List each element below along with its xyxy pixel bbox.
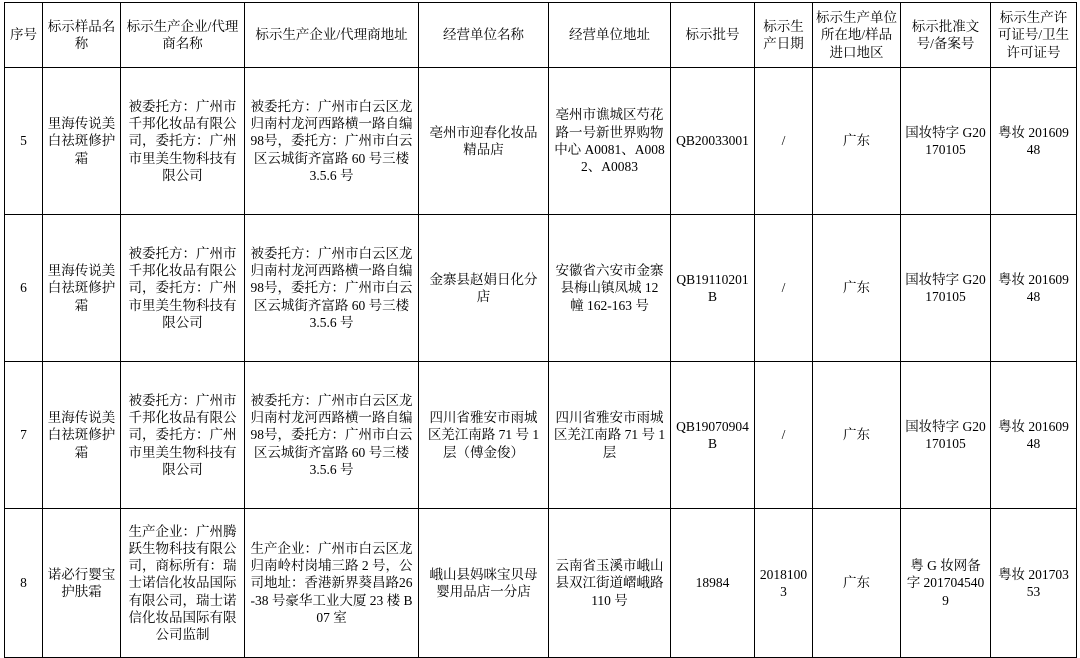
cell-producer-address: 被委托方：广州市白云区龙归南村龙河西路横一路自编98号，委托方：广州市白云区云城街齐富路 60 号三楼 3.5.6 号 <box>245 68 419 215</box>
cell-producer-name: 被委托方：广州市千邦化妆品有限公司，委托方：广州市里美生物科技有限公司 <box>121 68 245 215</box>
cell-producer-name: 生产企业：广州腾跃生物科技有限公司，商标所有：瑞士诺信化妆品国际有限公司，瑞士诺信化妆品国际有限公司监制 <box>121 509 245 658</box>
column-header-sample-name: 标示样品名称 <box>43 3 121 68</box>
cell-approval-no: 国妆特字 G20170105 <box>901 362 991 509</box>
cell-dealer-name: 峨山县妈咪宝贝母婴用品店一分店 <box>419 509 549 658</box>
cell-sample-name: 诺必行婴宝护肤霜 <box>43 509 121 658</box>
column-header-dealer-name: 经营单位名称 <box>419 3 549 68</box>
cell-sample-name: 里海传说美白祛斑修护霜 <box>43 362 121 509</box>
column-header-dealer-address: 经营单位地址 <box>549 3 671 68</box>
cell-production-date: / <box>755 362 813 509</box>
column-header-producer-address: 标示生产企业/代理商地址 <box>245 3 419 68</box>
column-header-producer-name: 标示生产企业/代理商名称 <box>121 3 245 68</box>
cell-batch-no: QB19110201B <box>671 215 755 362</box>
column-header-production-date: 标示生产日期 <box>755 3 813 68</box>
table-row <box>5 68 1077 215</box>
cell-index: 6 <box>5 215 43 362</box>
cell-production-region: 广东 <box>813 362 901 509</box>
cell-batch-no: 18984 <box>671 509 755 658</box>
table-row <box>5 509 1077 658</box>
cell-approval-no: 粤 G 妆网备字 2017045409 <box>901 509 991 658</box>
cell-producer-name: 被委托方：广州市千邦化妆品有限公司，委托方：广州市里美生物科技有限公司 <box>121 362 245 509</box>
cell-license-no: 粤妆 20170353 <box>991 509 1077 658</box>
cell-production-date: / <box>755 68 813 215</box>
table-row <box>5 215 1077 362</box>
cell-dealer-name: 四川省雅安市雨城区羌江南路 71 号 1 层（傅金俊） <box>419 362 549 509</box>
cell-production-date: / <box>755 215 813 362</box>
cell-production-region: 广东 <box>813 68 901 215</box>
cell-license-no: 粤妆 20160948 <box>991 68 1077 215</box>
cosmetics-inspection-table <box>4 2 1077 658</box>
cell-dealer-address: 安徽省六安市金寨县梅山镇凤城 12 幢 162-163 号 <box>549 215 671 362</box>
column-header-license-no: 标示生产许可证号/卫生许可证号 <box>991 3 1077 68</box>
cell-production-region: 广东 <box>813 215 901 362</box>
cell-dealer-name: 金寨县赵娟日化分店 <box>419 215 549 362</box>
cell-license-no: 粤妆 20160948 <box>991 362 1077 509</box>
column-header-index: 序号 <box>5 3 43 68</box>
cell-approval-no: 国妆特字 G20170105 <box>901 215 991 362</box>
cell-batch-no: QB19070904B <box>671 362 755 509</box>
cell-production-date: 20181003 <box>755 509 813 658</box>
cell-dealer-address: 四川省雅安市雨城区羌江南路 71 号 1 层 <box>549 362 671 509</box>
cell-sample-name: 里海传说美白祛斑修护霜 <box>43 68 121 215</box>
cell-production-region: 广东 <box>813 509 901 658</box>
cell-producer-address: 被委托方：广州市白云区龙归南村龙河西路横一路自编98号，委托方：广州市白云区云城街齐富路 60 号三楼 3.5.6 号 <box>245 215 419 362</box>
cell-producer-address: 生产企业：广州市白云区龙归南岭村岗埔三路 2 号，公司地址：香港新界葵昌路26-38 号豪华工业大厦 23 楼 B07 室 <box>245 509 419 658</box>
cell-index: 7 <box>5 362 43 509</box>
column-header-production-region: 标示生产单位所在地/样品进口地区 <box>813 3 901 68</box>
table-row <box>5 362 1077 509</box>
cell-dealer-address: 亳州市谯城区芍花路一号新世界购物中心 A0081、A0082、A0083 <box>549 68 671 215</box>
cell-license-no: 粤妆 20160948 <box>991 215 1077 362</box>
column-header-approval-no: 标示批准文号/备案号 <box>901 3 991 68</box>
cell-dealer-address: 云南省玉溪市峨山县双江街道嶍峨路 110 号 <box>549 509 671 658</box>
column-header-batch-no: 标示批号 <box>671 3 755 68</box>
cell-dealer-name: 亳州市迎春化妆品精品店 <box>419 68 549 215</box>
cell-sample-name: 里海传说美白祛斑修护霜 <box>43 215 121 362</box>
cell-index: 5 <box>5 68 43 215</box>
cell-producer-name: 被委托方：广州市千邦化妆品有限公司，委托方：广州市里美生物科技有限公司 <box>121 215 245 362</box>
cell-index: 8 <box>5 509 43 658</box>
cell-producer-address: 被委托方：广州市白云区龙归南村龙河西路横一路自编98号，委托方：广州市白云区云城街齐富路 60 号三楼 3.5.6 号 <box>245 362 419 509</box>
cell-batch-no: QB20033001 <box>671 68 755 215</box>
cell-approval-no: 国妆特字 G20170105 <box>901 68 991 215</box>
table-header-row <box>5 3 1077 68</box>
